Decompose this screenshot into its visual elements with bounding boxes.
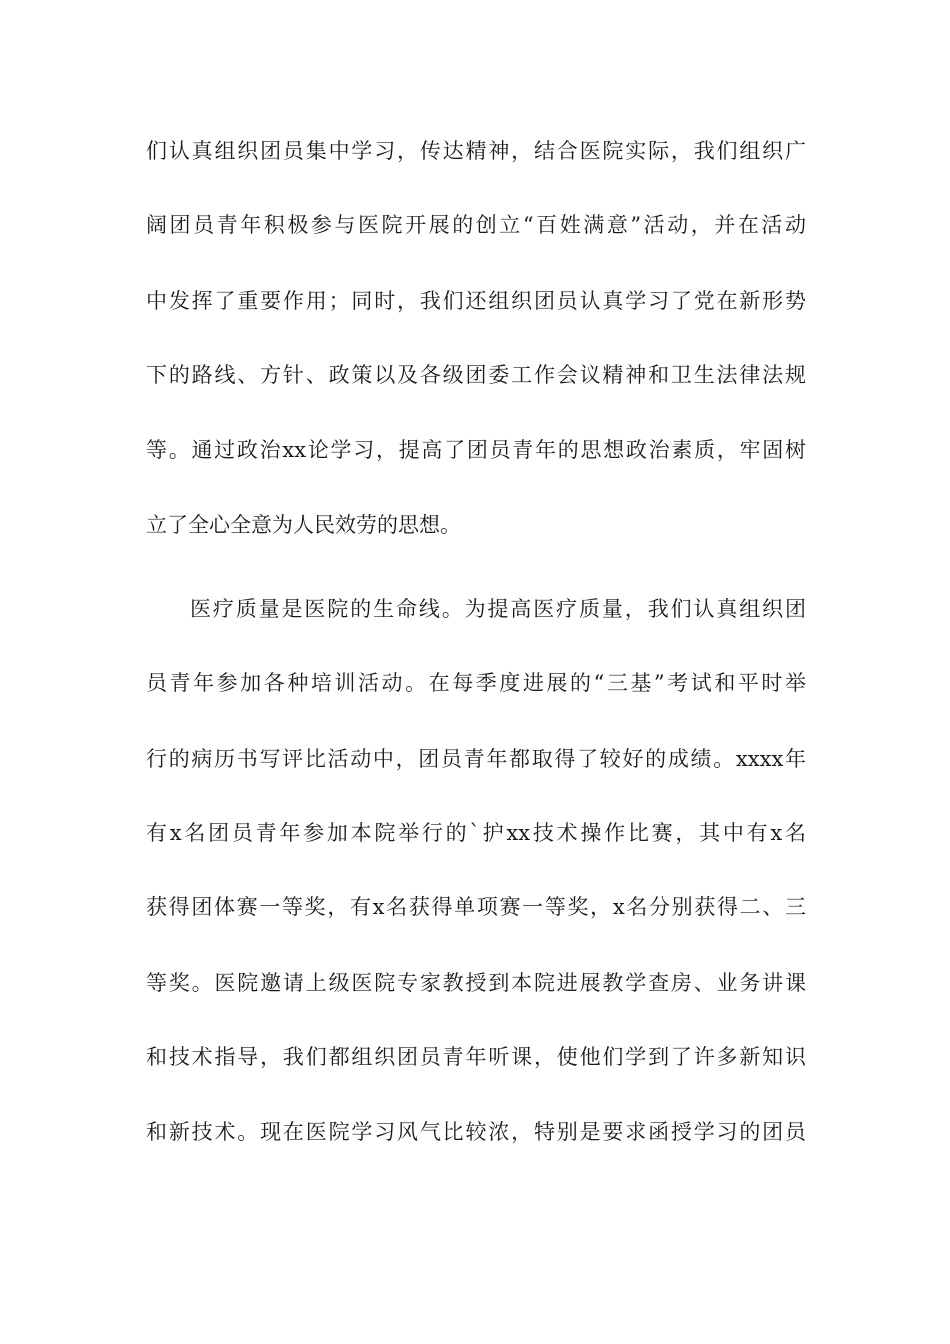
text-line: 和技术指导，我们都组织团员青年听课，使他们学到了许多新知识 [146, 1045, 806, 1069]
text-line: 中发挥了重要作用；同时，我们还组织团员认真学习了党在新形势 [146, 289, 806, 313]
text-line: 获得团体赛一等奖，有x名获得单项赛一等奖，x名分别获得二、三 [146, 895, 806, 919]
text-line: 行的病历书写评比活动中，团员青年都取得了较好的成绩。xxxx年 [146, 747, 806, 771]
text-line: 等奖。医院邀请上级医院专家教授到本院进展教学查房、业务讲课 [146, 971, 806, 995]
text-line: 下的路线、方针、政策以及各级团委工作会议精神和卫生法律法规 [146, 363, 806, 387]
text-line: 和新技术。现在医院学习风气比较浓，特别是要求函授学习的团员 [146, 1120, 806, 1144]
text-line: 立了全心全意为人民效劳的思想。 [146, 513, 461, 537]
text-line: 医疗质量是医院的生命线。为提高医疗质量，我们认真组织团 [190, 597, 806, 621]
text-line: 等。通过政治xx论学习，提高了团员青年的思想政治素质，牢固树 [146, 438, 806, 462]
text-line: 阔团员青年积极参与医院开展的创立“百姓满意”活动，并在活动 [146, 213, 806, 237]
text-line: 员青年参加各种培训活动。在每季度进展的“三基”考试和平时举 [146, 671, 806, 695]
text-line: 们认真组织团员集中学习，传达精神，结合医院实际，我们组织广 [146, 139, 806, 163]
text-line: 有x名团员青年参加本院举行的`护xx技术操作比赛，其中有x名 [146, 821, 806, 845]
